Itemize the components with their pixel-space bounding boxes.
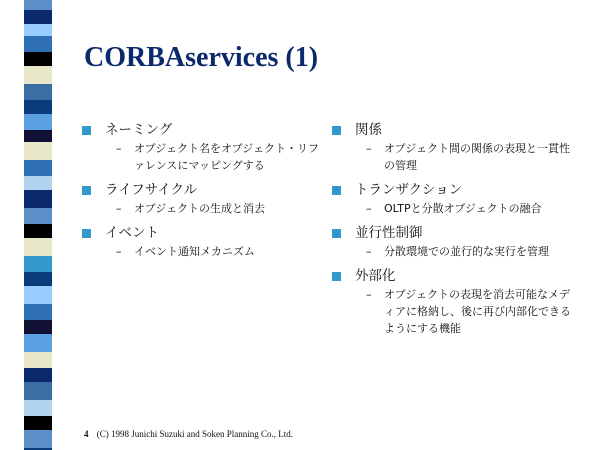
copyright-text: (C) 1998 Junichi Suzuki and Soken Planning Co., Ltd. <box>96 429 293 439</box>
dash-icon: – <box>366 202 372 215</box>
square-bullet-icon <box>332 229 341 238</box>
bullet-subtext: オブジェクト間の関係の表現と一貫性の管理 <box>384 142 571 172</box>
list-item <box>82 180 322 217</box>
bullet-subtext: オブジェクトの生成と消去 <box>134 202 266 215</box>
list-item <box>82 120 322 174</box>
list-item <box>332 120 572 174</box>
bullet-label: ライフサイクル <box>105 182 198 198</box>
list-item <box>332 266 572 337</box>
slide-title: CORBAservices (1) <box>84 42 319 73</box>
bullet-label: トランザクション <box>355 182 463 198</box>
left-bullet-column <box>82 120 322 260</box>
bullet-label: 外部化 <box>355 268 396 284</box>
square-bullet-icon <box>332 272 341 281</box>
bullet-label: イベント <box>105 225 159 241</box>
bullet-label: 関係 <box>355 122 382 138</box>
square-bullet-icon <box>82 229 91 238</box>
dash-icon: – <box>116 142 122 155</box>
square-bullet-icon <box>82 186 91 195</box>
square-bullet-icon <box>332 186 341 195</box>
bullet-subtext: OLTPと分散オブジェクトの融合 <box>384 202 542 215</box>
bullet-subtext: 分散環境での並行的な実行を管理 <box>384 245 549 258</box>
bullet-label: ネーミング <box>105 122 173 138</box>
square-bullet-icon <box>82 126 91 135</box>
bullet-label: 並行性制御 <box>355 225 423 241</box>
dash-icon: – <box>366 245 372 258</box>
dash-icon: – <box>366 142 372 155</box>
slide-footer <box>84 429 293 439</box>
square-bullet-icon <box>332 126 341 135</box>
right-bullet-column <box>332 120 572 337</box>
page-number: 4 <box>84 429 89 439</box>
dash-icon: – <box>116 202 122 215</box>
bullet-subtext: イベント通知メカニズム <box>134 245 255 258</box>
dash-icon: – <box>116 245 122 258</box>
list-item <box>332 223 572 260</box>
decorative-stripe <box>24 0 52 450</box>
bullet-subtext: オブジェクトの表現を消去可能なメディアに格納し、後に再び内部化できるようにする機能 <box>384 288 571 335</box>
bullet-subtext: オブジェクト名をオブジェクト・リファレンスにマッピングする <box>134 142 320 172</box>
list-item <box>82 223 322 260</box>
list-item <box>332 180 572 217</box>
dash-icon: – <box>366 288 372 301</box>
